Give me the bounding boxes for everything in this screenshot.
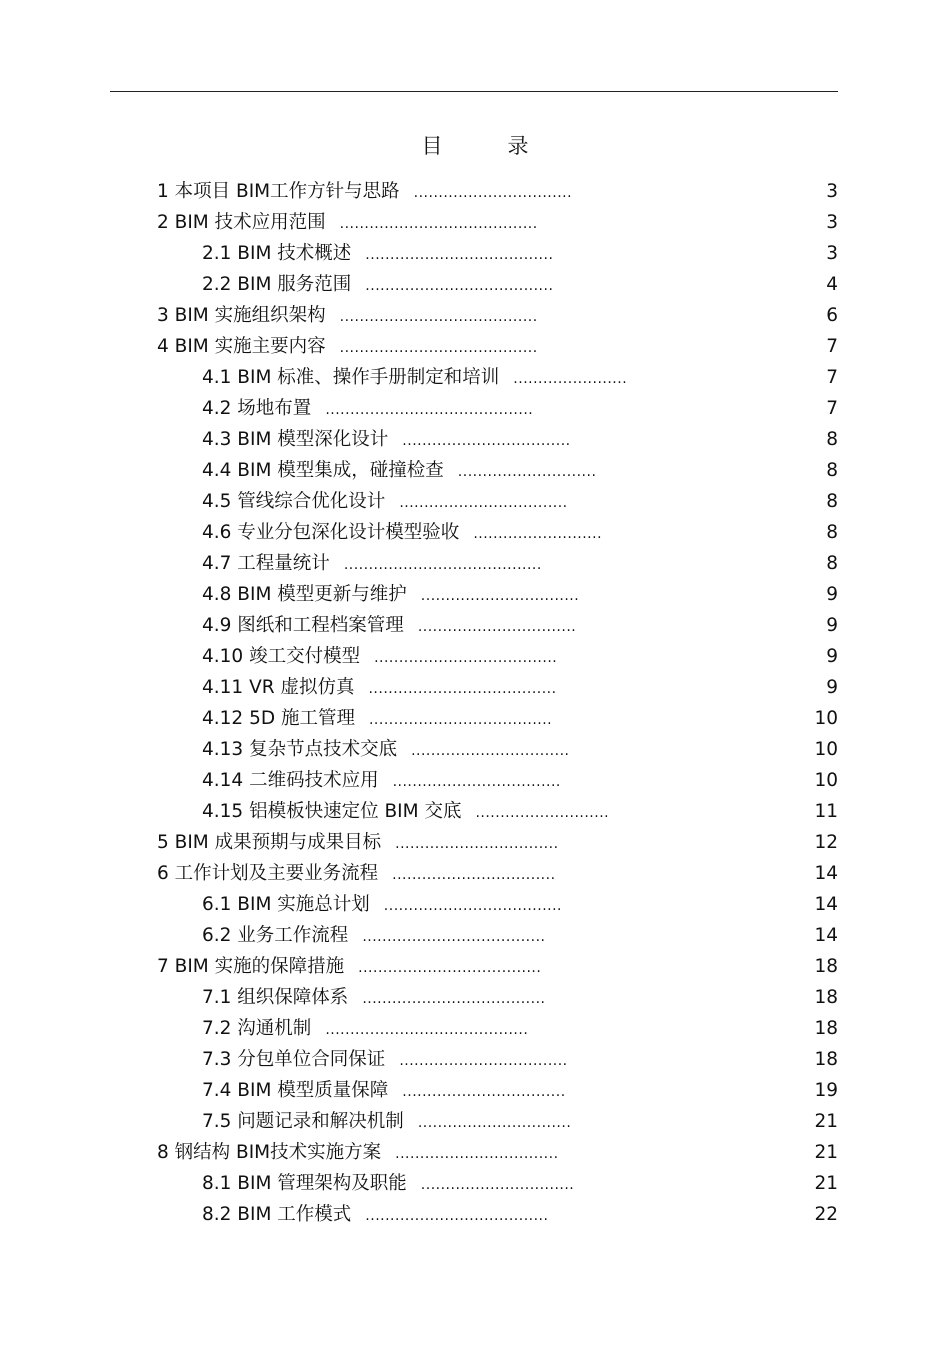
toc-entry-text bbox=[202, 269, 553, 302]
toc-entry-label: 2.2 BIM 服务范围 bbox=[202, 274, 352, 295]
toc-entry-label: 4.6 专业分包深化设计模型验收 bbox=[202, 522, 460, 543]
toc-entry-label: 4.14 二维码技术应用 bbox=[202, 770, 379, 791]
toc-entry[interactable] bbox=[0, 1044, 950, 1075]
toc-dot-leader: .................................. bbox=[399, 495, 568, 511]
toc-entry[interactable] bbox=[0, 486, 950, 517]
toc-dot-leader: ........................................ bbox=[339, 340, 538, 356]
toc-dot-leader: ..................................... bbox=[365, 1208, 549, 1224]
toc-entry[interactable] bbox=[0, 362, 950, 393]
toc-entry-text bbox=[202, 982, 545, 1015]
toc-page-number: 8 bbox=[826, 460, 838, 481]
toc-entry-label: 6.1 BIM 实施总计划 bbox=[202, 894, 370, 915]
toc-page-number: 7 bbox=[826, 367, 838, 388]
toc-entry[interactable] bbox=[0, 889, 950, 920]
toc-entry-text bbox=[202, 1168, 574, 1201]
toc-entry-label: 7.3 分包单位合同保证 bbox=[202, 1049, 386, 1070]
toc-entry[interactable] bbox=[0, 827, 950, 858]
toc-entry[interactable] bbox=[0, 641, 950, 672]
toc-entry-label: 7.4 BIM 模型质量保障 bbox=[202, 1080, 389, 1101]
toc-entry-text bbox=[202, 734, 569, 767]
toc-entry[interactable] bbox=[0, 858, 950, 889]
toc-entry-text bbox=[157, 827, 559, 860]
toc-entry-label: 7.1 组织保障体系 bbox=[202, 987, 349, 1008]
toc-dot-leader: .................................. bbox=[399, 1053, 568, 1069]
toc-entry[interactable] bbox=[0, 1137, 950, 1168]
toc-entry-label: 1 本项目 BIM工作方针与思路 bbox=[157, 181, 400, 202]
toc-entry-text bbox=[202, 641, 557, 674]
toc-entry-text bbox=[202, 424, 571, 457]
toc-entry[interactable] bbox=[0, 1075, 950, 1106]
toc-dot-leader: .......................................... bbox=[325, 402, 534, 418]
toc-entry-label: 8.1 BIM 管理架构及职能 bbox=[202, 1173, 407, 1194]
toc-page-number: 3 bbox=[826, 212, 838, 233]
toc-page-number: 4 bbox=[826, 274, 838, 295]
toc-page-number: 18 bbox=[814, 1049, 838, 1070]
toc-entry-text bbox=[202, 703, 552, 736]
toc-entry-text bbox=[202, 579, 579, 612]
toc-page-number: 14 bbox=[814, 894, 838, 915]
toc-entry[interactable] bbox=[0, 548, 950, 579]
toc-entry[interactable] bbox=[0, 331, 950, 362]
toc-page-number: 12 bbox=[814, 832, 838, 853]
toc-entry-label: 4.8 BIM 模型更新与维护 bbox=[202, 584, 407, 605]
toc-dot-leader: ..................................... bbox=[368, 712, 553, 728]
toc-dot-leader: ..................................... bbox=[362, 929, 546, 945]
toc-entry[interactable] bbox=[0, 1168, 950, 1199]
toc-dot-leader: ................................ bbox=[413, 185, 573, 201]
toc-entry-text bbox=[202, 486, 568, 519]
toc-dot-leader: ...................................... bbox=[365, 247, 554, 263]
toc-entry-text bbox=[157, 331, 538, 364]
toc-dot-leader: ..................................... bbox=[374, 650, 558, 666]
toc-entry[interactable] bbox=[0, 424, 950, 455]
toc-page-number: 6 bbox=[826, 305, 838, 326]
toc-entry-label: 4.5 管线综合优化设计 bbox=[202, 491, 386, 512]
toc-entry-text bbox=[157, 858, 556, 891]
toc-dot-leader: .......................... bbox=[473, 526, 603, 542]
toc-title: 目 录 bbox=[421, 134, 551, 158]
toc-dot-leader: ................................. bbox=[395, 836, 559, 852]
toc-entry-label: 4.3 BIM 模型深化设计 bbox=[202, 429, 389, 450]
toc-dot-leader: ....................... bbox=[513, 371, 628, 387]
toc-page-number: 3 bbox=[826, 243, 838, 264]
toc-entry-text bbox=[157, 207, 538, 240]
toc-entry-label: 4 BIM 实施主要内容 bbox=[157, 336, 326, 357]
toc-entry-label: 4.7 工程量统计 bbox=[202, 553, 330, 574]
toc-entry-text bbox=[202, 1075, 566, 1108]
toc-entry-text bbox=[157, 951, 541, 984]
toc-entry-label: 4.4 BIM 模型集成，碰撞检查 bbox=[202, 460, 444, 481]
toc-entry-label: 8.2 BIM 工作模式 bbox=[202, 1204, 352, 1225]
toc-entry-text bbox=[202, 920, 545, 953]
toc-page-number: 7 bbox=[826, 398, 838, 419]
toc-dot-leader: ........................................ bbox=[339, 216, 538, 232]
toc-page-number: 22 bbox=[814, 1204, 838, 1225]
toc-entry-text bbox=[202, 610, 576, 643]
toc-entry-label: 4.2 场地布置 bbox=[202, 398, 312, 419]
toc-entry-text bbox=[202, 765, 561, 798]
toc-entry-text bbox=[157, 176, 572, 209]
toc-dot-leader: ........................................ bbox=[339, 309, 538, 325]
toc-entry[interactable] bbox=[0, 951, 950, 982]
toc-entry-text bbox=[202, 1199, 548, 1232]
toc-entry-label: 4.1 BIM 标准、操作手册制定和培训 bbox=[202, 367, 500, 388]
toc-entry-label: 8 钢结构 BIM技术实施方案 bbox=[157, 1142, 382, 1163]
toc-dot-leader: ..................................... bbox=[358, 960, 542, 976]
toc-entry[interactable] bbox=[0, 672, 950, 703]
toc-entry-label: 4.11 VR 虚拟仿真 bbox=[202, 677, 355, 698]
toc-entry[interactable] bbox=[0, 982, 950, 1013]
toc-entry[interactable] bbox=[0, 207, 950, 238]
toc-entry-text bbox=[202, 889, 562, 922]
toc-dot-leader: ................................ bbox=[411, 743, 570, 759]
toc-dot-leader: ............................... bbox=[417, 1115, 572, 1131]
toc-entry[interactable] bbox=[0, 517, 950, 548]
toc-dot-leader: ...................................... bbox=[365, 278, 554, 294]
toc-page-number: 9 bbox=[826, 615, 838, 636]
toc-page-number: 14 bbox=[814, 863, 838, 884]
toc-page-number: 8 bbox=[826, 522, 838, 543]
toc-entry[interactable] bbox=[0, 920, 950, 951]
toc-entry-text bbox=[202, 1044, 568, 1077]
toc-page-number: 10 bbox=[814, 770, 838, 791]
toc-page-number: 10 bbox=[814, 708, 838, 729]
toc-list bbox=[0, 176, 950, 1230]
toc-entry-text bbox=[202, 393, 533, 426]
toc-page-number: 9 bbox=[826, 677, 838, 698]
toc-dot-leader: ...................................... bbox=[368, 681, 557, 697]
toc-entry[interactable] bbox=[0, 765, 950, 796]
toc-page-number: 19 bbox=[814, 1080, 838, 1101]
toc-page-number: 8 bbox=[826, 553, 838, 574]
toc-dot-leader: ................................ bbox=[417, 619, 577, 635]
toc-entry-text bbox=[202, 455, 596, 488]
toc-entry[interactable] bbox=[0, 455, 950, 486]
toc-dot-leader: ........................... bbox=[475, 805, 610, 821]
toc-page-number: 7 bbox=[826, 336, 838, 357]
toc-dot-leader: ................................. bbox=[392, 867, 556, 883]
toc-entry[interactable] bbox=[0, 393, 950, 424]
toc-dot-leader: ........................................ bbox=[343, 557, 542, 573]
toc-dot-leader: .................................... bbox=[383, 898, 563, 914]
toc-entry[interactable] bbox=[0, 579, 950, 610]
toc-page-number: 18 bbox=[814, 1018, 838, 1039]
toc-entry-text bbox=[202, 517, 602, 550]
toc-page-number: 18 bbox=[814, 956, 838, 977]
toc-entry[interactable] bbox=[0, 796, 950, 827]
toc-entry-label: 3 BIM 实施组织架构 bbox=[157, 305, 326, 326]
header-rule bbox=[110, 91, 838, 92]
toc-dot-leader: ................................. bbox=[402, 1084, 566, 1100]
toc-entry-text bbox=[202, 362, 627, 395]
toc-entry-text bbox=[202, 796, 609, 829]
toc-entry-label: 5 BIM 成果预期与成果目标 bbox=[157, 832, 382, 853]
toc-entry-text bbox=[157, 300, 538, 333]
toc-dot-leader: ............................ bbox=[457, 464, 597, 480]
toc-page-number: 8 bbox=[826, 429, 838, 450]
toc-dot-leader: ................................ bbox=[420, 588, 580, 604]
toc-page-number: 11 bbox=[814, 801, 838, 822]
toc-dot-leader: .................................. bbox=[392, 774, 561, 790]
toc-entry-label: 4.9 图纸和工程档案管理 bbox=[202, 615, 404, 636]
toc-page-number: 21 bbox=[814, 1173, 838, 1194]
toc-entry-label: 6.2 业务工作流程 bbox=[202, 925, 349, 946]
toc-entry-label: 7.5 问题记录和解决机制 bbox=[202, 1111, 404, 1132]
toc-page-number: 21 bbox=[814, 1111, 838, 1132]
toc-entry-label: 7 BIM 实施的保障措施 bbox=[157, 956, 345, 977]
toc-dot-leader: .................................. bbox=[402, 433, 571, 449]
toc-entry-label: 2 BIM 技术应用范围 bbox=[157, 212, 326, 233]
toc-entry-text bbox=[202, 1106, 571, 1139]
toc-page-number: 10 bbox=[814, 739, 838, 760]
toc-page-number: 14 bbox=[814, 925, 838, 946]
toc-entry-text bbox=[157, 1137, 559, 1170]
toc-entry-label: 4.12 5D 施工管理 bbox=[202, 708, 355, 729]
toc-dot-leader: ..................................... bbox=[362, 991, 546, 1007]
toc-dot-leader: ................................. bbox=[395, 1146, 559, 1162]
toc-entry-text bbox=[202, 672, 557, 705]
toc-entry[interactable] bbox=[0, 176, 950, 207]
toc-page-number: 3 bbox=[826, 181, 838, 202]
toc-entry-label: 2.1 BIM 技术概述 bbox=[202, 243, 352, 264]
toc-entry-text bbox=[202, 238, 553, 271]
toc-entry[interactable] bbox=[0, 610, 950, 641]
toc-entry[interactable] bbox=[0, 734, 950, 765]
toc-entry[interactable] bbox=[0, 703, 950, 734]
toc-entry-label: 4.10 竣工交付模型 bbox=[202, 646, 361, 667]
toc-dot-leader: ......................................... bbox=[325, 1022, 529, 1038]
toc-entry-label: 6 工作计划及主要业务流程 bbox=[157, 863, 379, 884]
toc-entry-label: 4.13 复杂节点技术交底 bbox=[202, 739, 398, 760]
toc-page-number: 9 bbox=[826, 646, 838, 667]
toc-entry[interactable] bbox=[0, 269, 950, 300]
toc-entry[interactable] bbox=[0, 238, 950, 269]
toc-entry[interactable] bbox=[0, 1199, 950, 1230]
toc-page-number: 8 bbox=[826, 491, 838, 512]
toc-dot-leader: ............................... bbox=[420, 1177, 575, 1193]
toc-page-number: 21 bbox=[814, 1142, 838, 1163]
toc-entry-label: 7.2 沟通机制 bbox=[202, 1018, 312, 1039]
toc-entry[interactable] bbox=[0, 1013, 950, 1044]
toc-entry[interactable] bbox=[0, 300, 950, 331]
toc-entry-label: 4.15 铝模板快速定位 BIM 交底 bbox=[202, 801, 462, 822]
toc-entry-text bbox=[202, 548, 542, 581]
toc-page-number: 9 bbox=[826, 584, 838, 605]
toc-entry-text bbox=[202, 1013, 528, 1046]
toc-page-number: 18 bbox=[814, 987, 838, 1008]
toc-entry[interactable] bbox=[0, 1106, 950, 1137]
